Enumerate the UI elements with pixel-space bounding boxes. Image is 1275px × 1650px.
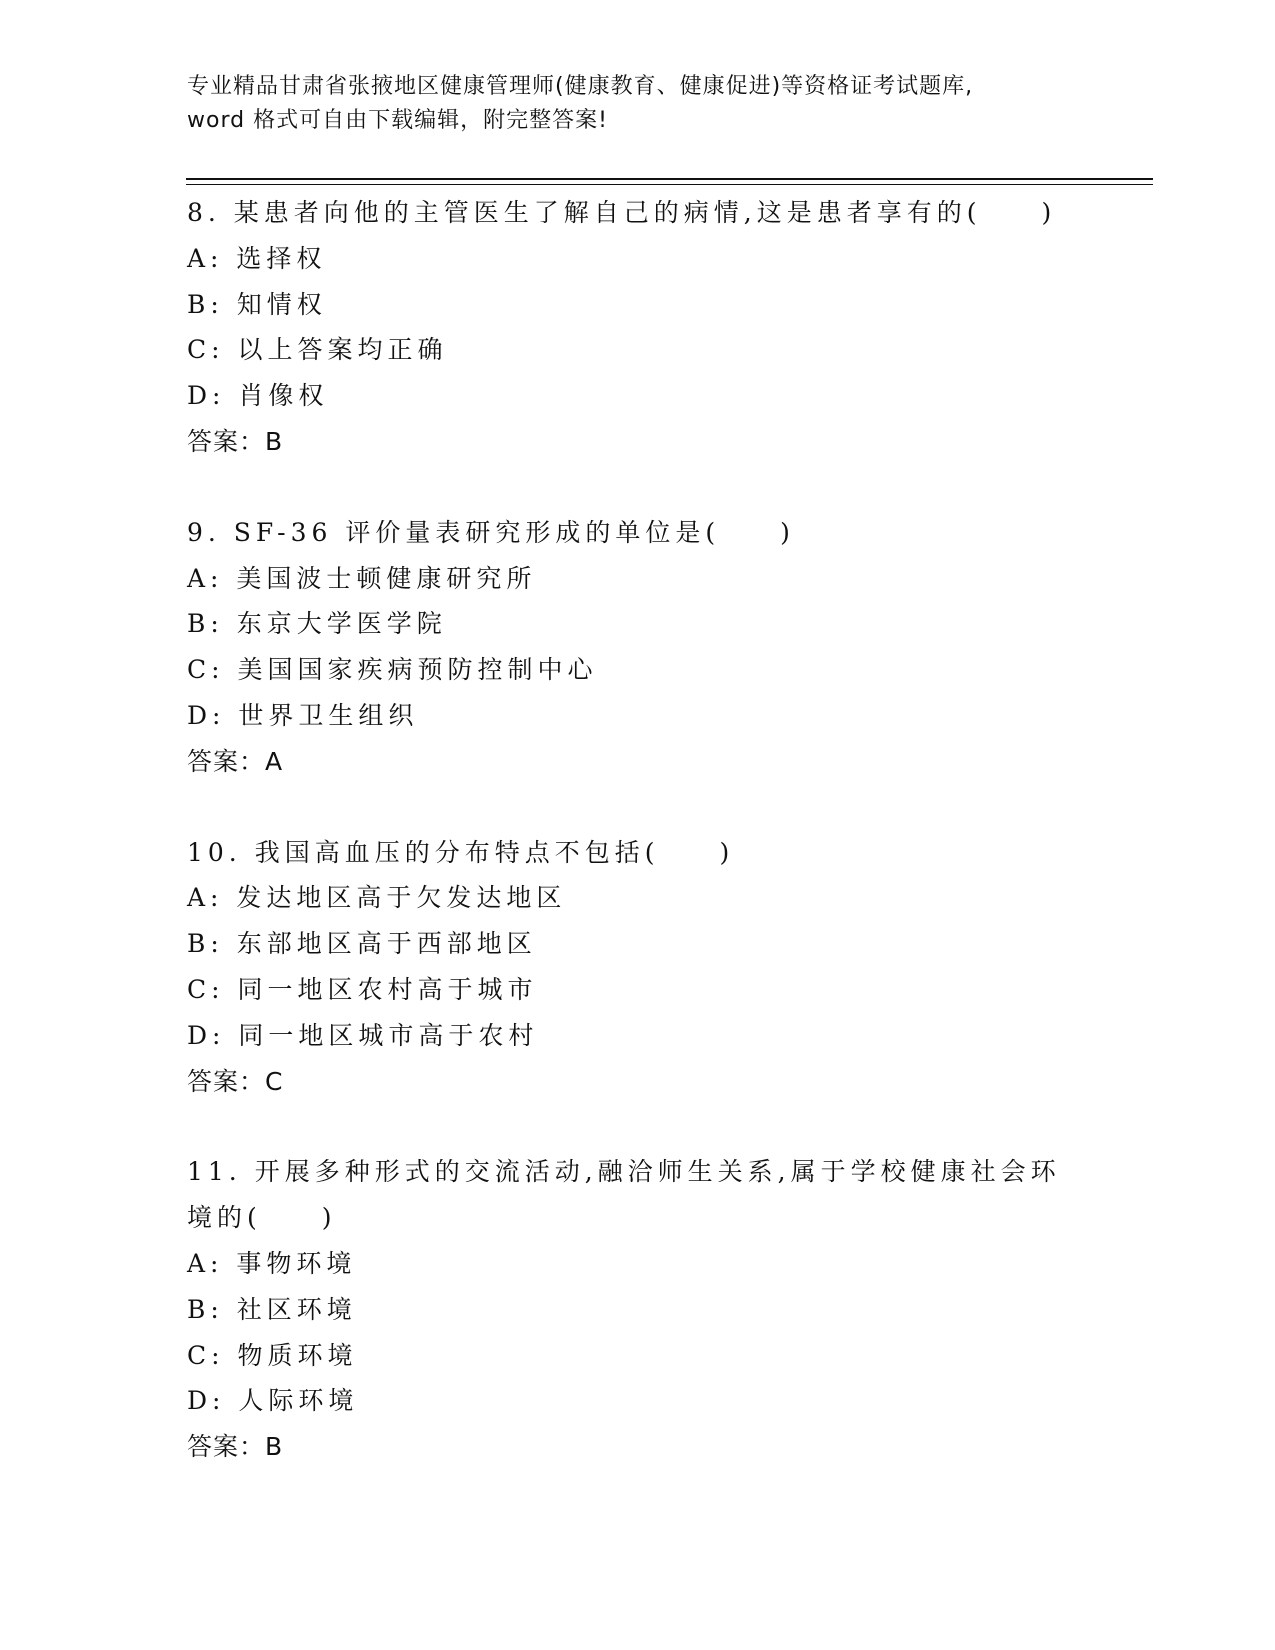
question-9: [187, 510, 1087, 785]
option-d: D: 同一地区城市高于农村: [187, 1020, 539, 1050]
header-divider-thin: [186, 184, 1153, 185]
option-a: A: 事物环境: [187, 1248, 357, 1278]
option-c: C: 美国国家疾病预防控制中心: [187, 655, 598, 685]
question-10: [187, 830, 1087, 1105]
option-a: A: 选择权: [187, 243, 327, 273]
option-a: A: 美国波士顿健康研究所: [187, 563, 537, 593]
header-divider-thick: [186, 178, 1153, 180]
option-a: A: 发达地区高于欠发达地区: [187, 883, 567, 913]
option-b: B: 社区环境: [187, 1294, 357, 1324]
option-d: D: 世界卫生组织: [187, 700, 419, 730]
question-list: [187, 190, 1087, 1515]
answer: 答案：C: [187, 1066, 284, 1096]
option-d: D: 人际环境: [187, 1386, 359, 1416]
question-stem: 10. 我国高血压的分布特点不包括( ): [187, 837, 735, 867]
answer: 答案：B: [187, 426, 284, 456]
option-c: C: 物质环境: [187, 1340, 358, 1370]
document-header: [187, 70, 1147, 138]
question-stem: 8. 某患者向他的主管医生了解自己的病情,这是患者享有的( ): [187, 198, 1057, 227]
question-11: [187, 1149, 1087, 1470]
option-b: B: 东部地区高于西部地区: [187, 929, 537, 959]
header-line-2: word 格式可自由下载编辑，附完整答案!: [187, 108, 608, 133]
option-d: D: 肖像权: [187, 381, 329, 411]
option-c: C: 同一地区农村高于城市: [187, 974, 538, 1004]
question-stem: 11. 开展多种形式的交流活动,融洽师生关系,属于学校健康社会环境的( ): [187, 1157, 1061, 1233]
question-stem: 9. SF-36 评价量表研究形成的单位是( ): [187, 517, 795, 547]
option-b: B: 知情权: [187, 289, 327, 319]
option-c: C: 以上答案均正确: [187, 335, 448, 365]
option-b: B: 东京大学医学院: [187, 609, 447, 639]
answer: 答案：A: [187, 746, 284, 776]
question-8: [187, 190, 1087, 465]
header-line-1: 专业精品甘肃省张掖地区健康管理师(健康教育、健康促进)等资格证考试题库,: [187, 74, 974, 99]
answer: 答案：B: [187, 1432, 284, 1462]
